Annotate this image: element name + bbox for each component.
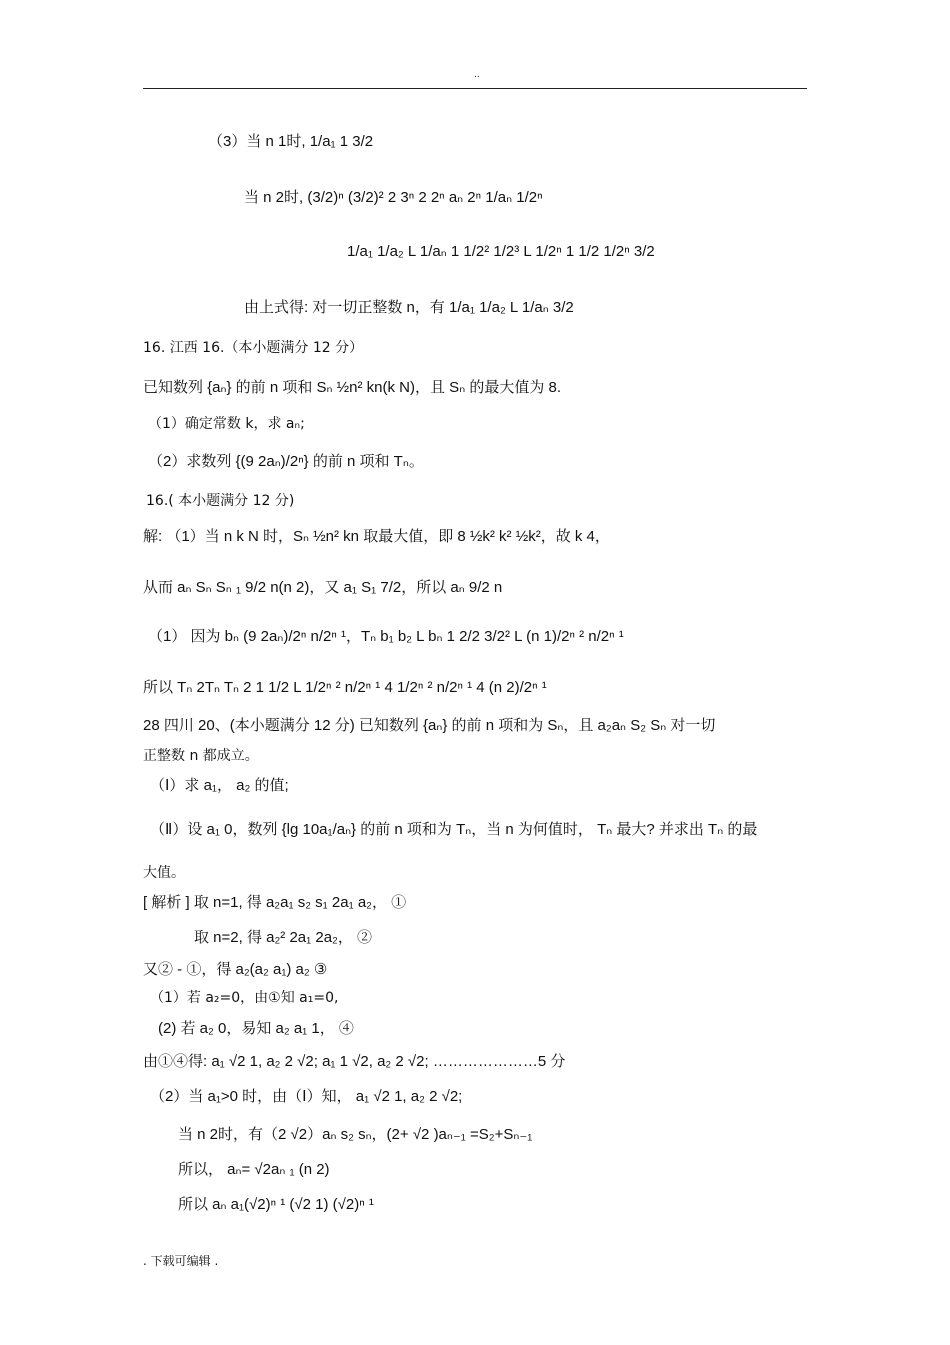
line-4: 由上式得: 对一切正整数 n，有 1/a₁ 1/a₂ L 1/aₙ 3/2 — [244, 299, 574, 316]
line-1: （3）当 n 1时, 1/a₁ 1 3/2 — [208, 133, 374, 150]
line-8: （2）求数列 {(9 2aₙ)/2ⁿ} 的前 n 项和 Tₙ。 — [148, 453, 424, 470]
line-3: 1/a₁ 1/a₂ L 1/aₙ 1 1/2² 1/2³ L 1/2ⁿ 1 1/2 1/2ⁿ 3/2 — [347, 243, 655, 260]
line-12: （1） 因为 bₙ (9 2aₙ)/2ⁿ n/2ⁿ ¹，Tₙ b₁ b₂ L bₙ 1 2/2 3/2² L (n 1)/2ⁿ ² n/2ⁿ ¹ — [148, 628, 624, 645]
line-21: 又② - ①，得 a₂(a₂ a₁) a₂ ③ — [143, 961, 328, 978]
header-mark: .. — [474, 70, 480, 80]
line-17: （Ⅱ）设 a₁ 0，数列 {lg 10a₁/aₙ} 的前 n 项和为 Tₙ，当 n 为何值时， Tₙ 最大? 并求出 Tₙ 的最 — [150, 821, 758, 838]
line-6: 已知数列 {aₙ} 的前 n 项和 Sₙ ½n² kn(k N)，且 Sₙ 的最大值为 8. — [143, 379, 562, 396]
line-5: 16. 江西 16.（本小题满分 12 分） — [143, 340, 364, 356]
line-13: 所以 Tₙ 2Tₙ Tₙ 2 1 1/2 L 1/2ⁿ ² n/2ⁿ ¹ 4 1/2ⁿ ² n/2ⁿ ¹ 4 (n 2)/2ⁿ ¹ — [143, 679, 547, 696]
line-20: 取 n=2, 得 a₂² 2a₁ 2a₂， ② — [194, 929, 373, 946]
line-22: （1）若 a₂=0，由①知 a₁=0, — [150, 990, 339, 1006]
line-23: (2) 若 a₂ 0，易知 a₂ a₁ 1， ④ — [158, 1020, 354, 1037]
line-25: （2）当 a₁>0 时，由（Ⅰ）知， a₁ √2 1, a₂ 2 √2; — [150, 1088, 463, 1105]
line-15: 正整数 n 都成立。 — [143, 748, 259, 764]
line-26: 当 n 2时，有（2 √2）aₙ s₂ sₙ，(2+ √2 )aₙ₋₁ =S₂+Sₙ₋₁ — [178, 1126, 533, 1143]
line-10: 解: （1）当 n k N 时，Sₙ ½n² kn 取最大值，即 8 ½k² k² ½k²，故 k 4， — [143, 528, 610, 545]
line-7: （1）确定常数 k，求 aₙ; — [148, 416, 305, 432]
line-9: 16.( 本小题满分 12 分) — [146, 493, 295, 509]
line-2: 当 n 2时, (3/2)ⁿ (3/2)² 2 3ⁿ 2 2ⁿ aₙ 2ⁿ 1/aₙ 1/2ⁿ — [244, 189, 543, 206]
line-14: 28 四川 20、(本小题满分 12 分) 已知数列 {aₙ} 的前 n 项和为 Sₙ，且 a₂aₙ S₂ Sₙ 对一切 — [143, 717, 716, 734]
header-rule — [143, 88, 807, 89]
line-11: 从而 aₙ Sₙ Sₙ ₁ 9/2 n(n 2)，又 a₁ S₁ 7/2，所以 aₙ 9/2 n — [143, 579, 503, 596]
line-28: 所以 aₙ a₁(√2)ⁿ ¹ (√2 1) (√2)ⁿ ¹ — [178, 1196, 374, 1213]
line-16: （Ⅰ）求 a₁， a₂ 的值; — [150, 777, 289, 794]
line-24: 由①④得: a₁ √2 1, a₂ 2 √2; a₁ 1 √2, a₂ 2 √2; …………………5 分 — [143, 1053, 566, 1070]
line-18: 大值。 — [143, 865, 185, 881]
line-19: [ 解析 ] 取 n=1, 得 a₂a₁ s₂ s₁ 2a₁ a₂， ① — [143, 894, 407, 911]
page-footer: . 下载可编辑 . — [143, 1254, 219, 1268]
line-27: 所以， aₙ= √2aₙ ₁ (n 2) — [178, 1161, 330, 1178]
